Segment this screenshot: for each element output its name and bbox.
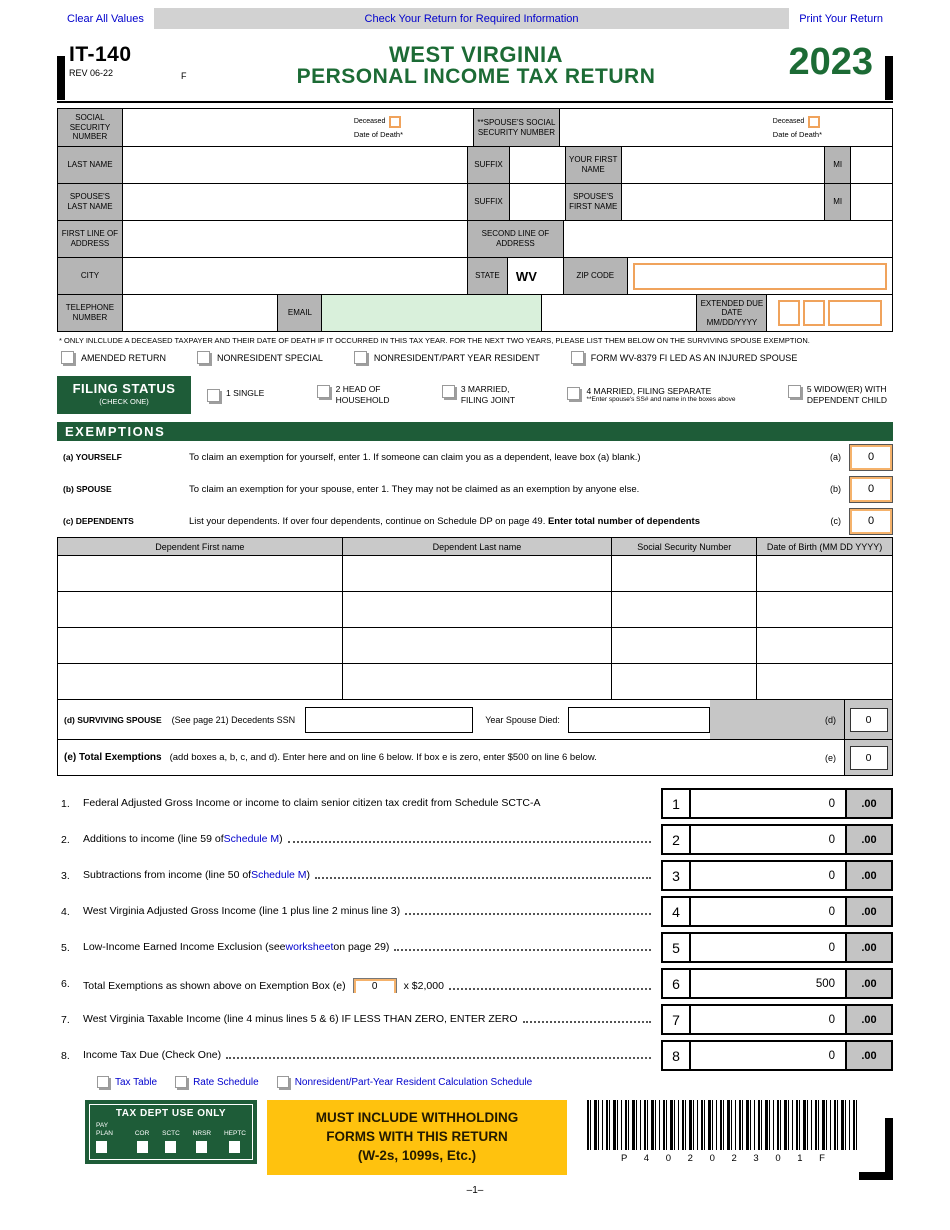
cents-cell: .00 [845, 824, 893, 855]
first-name-label: YOUR FIRST NAME [565, 147, 621, 183]
extended-due-date-cell [766, 295, 892, 331]
address2-input[interactable] [563, 221, 892, 257]
cents-cell: .00 [845, 788, 893, 819]
line-text: Low-Income Earned Income Exclusion (see [83, 941, 286, 954]
option-label2: DEPENDENT CHILD [806, 395, 887, 405]
email-input[interactable] [321, 295, 540, 331]
year-spouse-died-label: Year Spouse Died: [485, 714, 560, 725]
col-header-ssn: Social Security Number [612, 538, 757, 556]
cents-cell: .00 [845, 1040, 893, 1071]
nonresident-special-checkbox[interactable] [197, 351, 210, 364]
line-number: 3. [61, 869, 70, 882]
surviving-spouse-row [57, 700, 893, 740]
line-4-amount-input[interactable] [689, 896, 847, 927]
line-text: Total Exemptions as shown above on Exemption Box (e) [83, 979, 346, 992]
line-box-number: 1 [661, 788, 691, 819]
injured-spouse-label: FORM WV-8379 FI LED AS AN INJURED SPOUSE [590, 352, 798, 363]
schedule-m-link[interactable]: Schedule M [251, 869, 307, 882]
contact-spacer [541, 295, 697, 331]
cents-cell: .00 [845, 860, 893, 891]
dependents-exemption-input[interactable]: 0 [849, 508, 893, 535]
line-text: Subtractions from income (line 50 of [83, 869, 252, 882]
option-label: 3 MARRIED, [460, 384, 510, 395]
line-number: 2. [61, 833, 70, 846]
nonresident-part-year-option[interactable] [354, 351, 540, 364]
tax-form-page [57, 0, 893, 1196]
line-text: ) [279, 833, 283, 846]
email-label: EMAIL [277, 295, 321, 331]
dependent-dob-input[interactable] [757, 592, 893, 628]
amount-value: 0 [828, 941, 835, 954]
dotted-leader [226, 1057, 651, 1059]
filing-status-header [57, 376, 191, 414]
spouse-date-of-death-label: Date of Death* [772, 129, 822, 139]
suffix-input[interactable] [509, 147, 565, 183]
yourself-label: (a) YOURSELF [63, 452, 122, 462]
state-label: STATE [467, 258, 507, 294]
line-text: ) [306, 869, 311, 882]
filing-status-section [57, 376, 893, 414]
schedule-m-link[interactable]: Schedule M [223, 833, 280, 846]
sctc-checkbox[interactable] [165, 1141, 176, 1153]
dependents-text: List your dependents. If over four dependents, continue on Schedule DP on page 49. [189, 515, 548, 527]
exemptions-header: EXEMPTIONS [57, 422, 893, 441]
withholding-warning [267, 1100, 567, 1175]
col-header-first-name: Dependent First name [58, 538, 343, 556]
dependent-last-name-input[interactable] [342, 556, 612, 592]
dependents-tag: (c) [830, 516, 841, 526]
surviving-spouse-see: (See page 21) Decedents SSN [171, 714, 296, 725]
city-row [58, 257, 892, 294]
married-separate-checkbox[interactable] [567, 387, 580, 400]
spouse-last-name-input[interactable] [122, 184, 467, 220]
filing-option-married-separate[interactable] [567, 386, 735, 405]
dependents-label: (c) DEPENDENTS [63, 516, 134, 526]
last-name-input[interactable] [122, 147, 467, 183]
filing-option-married-joint[interactable] [442, 384, 515, 405]
spouse-suffix-label: SUFFIX [467, 184, 509, 220]
line-1 [57, 788, 893, 819]
spouse-deceased-label: Deceased [772, 118, 805, 126]
col-header-dob: Date of Birth (MM DD YYYY) [757, 538, 893, 556]
return-type-row [61, 351, 893, 364]
form-footer [57, 1100, 893, 1175]
barcode [587, 1100, 859, 1150]
city-input[interactable] [122, 258, 467, 294]
extended-month-input[interactable] [778, 300, 800, 326]
spouse-ssn-input[interactable] [559, 109, 892, 146]
dependent-dob-input[interactable] [757, 664, 893, 700]
dependent-row [58, 592, 893, 628]
nrsr-checkbox[interactable] [196, 1141, 207, 1153]
yourself-text: To claim an exemption for yourself, enter 1. If someone can claim you as a dependent, leave box (a) blank.) [189, 451, 641, 463]
spouse-tag: (b) [830, 484, 841, 494]
phone-input[interactable] [122, 295, 278, 331]
decedent-ssn-input[interactable] [305, 707, 473, 733]
spouse-ssn-label: **SPOUSE'S SOCIAL SECURITY NUMBER [473, 109, 559, 146]
cents-cell: .00 [845, 1004, 893, 1035]
print-return-button[interactable]: Print Your Return [789, 8, 893, 29]
option-label: 2 HEAD OF [335, 384, 381, 395]
year-spouse-died-input[interactable] [568, 707, 710, 733]
married-joint-checkbox[interactable] [442, 385, 455, 398]
line-number: 7. [61, 1013, 70, 1026]
line-8 [57, 1040, 893, 1071]
spouse-exemption-input[interactable]: 0 [849, 476, 893, 503]
surviving-spouse-label: (d) SURVIVING SPOUSE [64, 714, 162, 725]
city-label: CITY [58, 258, 122, 294]
warning-line: FORMS WITH THIS RETURN [326, 1128, 508, 1144]
dependent-row [58, 556, 893, 592]
option-label: 4 MARRIED, FILING SEPARATE [586, 385, 712, 396]
form-title-state: WEST VIRGINIA [389, 42, 563, 67]
dependent-ssn-input[interactable] [612, 556, 757, 592]
spouse-label: (b) SPOUSE [63, 484, 112, 494]
filing-option-head-of-household[interactable] [317, 384, 390, 405]
ssn-input[interactable] [122, 109, 473, 146]
filing-option-single[interactable] [207, 388, 264, 402]
dependent-last-name-input[interactable] [342, 592, 612, 628]
dependent-last-name-input[interactable] [342, 628, 612, 664]
tax-table-checkbox[interactable] [97, 1076, 109, 1088]
extended-day-input[interactable] [803, 300, 825, 326]
line-box-number: 6 [661, 968, 691, 999]
filing-status-title: FILING STATUS [72, 381, 176, 396]
mi-label: MI [824, 147, 850, 183]
filing-status-subtitle: (CHECK ONE) [99, 397, 149, 406]
deceased-label: Deceased [353, 118, 386, 126]
deceased-checkbox[interactable] [389, 116, 401, 128]
line-text: on page 29) [333, 941, 390, 954]
contact-row [58, 294, 892, 331]
nonresident-special-label: NONRESIDENT SPECIAL [217, 352, 323, 363]
yourself-exemption-input[interactable]: 0 [849, 444, 893, 471]
amount-value: 0 [828, 1049, 835, 1062]
option-label: 1 SINGLE [226, 388, 265, 398]
line-2-amount-input[interactable] [689, 824, 847, 855]
tax-dept-box [85, 1100, 257, 1164]
toolbar-center-bar [154, 8, 789, 29]
last-name-label: LAST NAME [58, 147, 122, 183]
line-text: Additions to income (line 59 of [83, 833, 224, 846]
col-header-last-name: Dependent Last name [342, 538, 612, 556]
line-3-amount-input[interactable] [689, 860, 847, 891]
line-7 [57, 1004, 893, 1035]
cor-label: COR [134, 1129, 150, 1137]
line-box-number: 2 [661, 824, 691, 855]
first-name-input[interactable] [621, 147, 825, 183]
cents-cell: .00 [845, 968, 893, 999]
line-text: West Virginia Taxable Income (line 4 minus lines 5 & 6) IF LESS THAN ZERO, ENTER ZERO [83, 1013, 518, 1026]
form-revision: REV 06-22 [69, 68, 114, 78]
heptc-checkbox[interactable] [229, 1141, 240, 1153]
spouse-text: To claim an exemption for your spouse, enter 1. They may not be claimed as an exemption by anyone else. [189, 483, 640, 495]
amended-return-label: AMENDED RETURN [81, 352, 167, 363]
form-title-name: PERSONAL INCOME TAX RETURN [296, 65, 656, 89]
spouse-name-row [58, 183, 892, 220]
spouse-first-name-label: SPOUSE'S FIRST NAME [565, 184, 621, 220]
dependents-table [57, 537, 893, 700]
tax-dept-title: TAX DEPT USE ONLY [115, 1108, 227, 1119]
rate-schedule-option[interactable] [175, 1076, 259, 1088]
check-return-button[interactable]: Check Your Return for Required Information [355, 10, 589, 28]
dotted-leader [449, 988, 651, 990]
pay-plan-label: PAY PLAN [96, 1122, 113, 1137]
nonresident-part-year-checkbox[interactable] [354, 351, 367, 364]
option-label2: HOUSEHOLD [335, 395, 390, 405]
yourself-tag: (a) [830, 452, 841, 462]
deceased-note: * ONLY INLCLUDE A DECEASED TAXPAYER AND THEIR DATE OF DEATH IF IT OCCURRED IN THIS TAX YEAR. FOR THE NEXT TWO YEARS, PLEASE LIST THEM BELOW ON THE SURVIVING SPOUSE EXEMPTION. [59, 336, 810, 345]
line-box-number: 4 [661, 896, 691, 927]
line-box-number: 3 [661, 860, 691, 891]
exemption-spouse-row [57, 473, 893, 505]
line-number: 4. [61, 905, 70, 918]
line-box-number: 5 [661, 932, 691, 963]
dependent-last-name-input[interactable] [342, 664, 612, 700]
name-row [58, 146, 892, 183]
nrsr-label: NRSR [192, 1129, 212, 1137]
total-exemptions-label: (e) Total Exemptions [64, 752, 162, 763]
page-number: –1– [466, 1184, 484, 1196]
dotted-leader [523, 1021, 651, 1023]
spouse-suffix-input[interactable] [509, 184, 565, 220]
ssn-row [58, 109, 892, 146]
line-number: 1. [61, 797, 70, 810]
line-text: West Virginia Adjusted Gross Income (line 1 plus line 2 minus line 3) [83, 905, 401, 918]
line-6 [57, 968, 893, 999]
amount-value: 0 [828, 1013, 835, 1026]
dotted-leader [288, 841, 651, 843]
cents-cell: .00 [845, 896, 893, 927]
surviving-exemption-input[interactable]: 0 [850, 708, 888, 732]
spouse-mi-label: MI [824, 184, 850, 220]
form-header [57, 41, 893, 103]
nonresident-calc-checkbox[interactable] [277, 1076, 289, 1088]
worksheet-link[interactable]: worksheet [285, 941, 334, 954]
surviving-tag: (d) [825, 714, 836, 725]
spouse-first-name-input[interactable] [621, 184, 825, 220]
extended-due-date-label: EXTENDED DUE DATE MM/DD/YYYY [696, 295, 766, 331]
dependents-text-bold: Enter total number of dependents [547, 515, 700, 527]
option-note: **Enter spouse's SS# and name in the boxes above [586, 396, 736, 404]
heptc-label: HEPTC [223, 1129, 246, 1137]
warning-line: MUST INCLUDE WITHHOLDING [315, 1110, 519, 1125]
ssn-label: SOCIAL SECURITY NUMBER [58, 109, 122, 146]
total-exemptions-input[interactable]: 0 [850, 746, 888, 770]
nonresident-special-option[interactable] [197, 351, 323, 364]
dependent-ssn-input[interactable] [612, 628, 757, 664]
single-checkbox[interactable] [207, 389, 220, 402]
spouse-mi-input[interactable] [850, 184, 892, 220]
identity-table [57, 108, 893, 332]
cor-checkbox[interactable] [137, 1141, 148, 1153]
dependent-ssn-input[interactable] [612, 592, 757, 628]
line-text: Income Tax Due (Check One) [83, 1049, 222, 1062]
total-exemptions-text: (add boxes a, b, c, and d). Enter here and on line 6 below. If box e is zero, enter $500 on line 6 below. [169, 752, 597, 763]
amount-value: 0 [828, 869, 835, 882]
line-box-number: 7 [661, 1004, 691, 1035]
tax-year: 2023 [788, 41, 873, 83]
address1-label: FIRST LINE OF ADDRESS [58, 221, 122, 257]
line-1-amount-input[interactable] [689, 788, 847, 819]
total-exemptions-tag: (e) [825, 752, 836, 763]
dependent-first-name-input[interactable] [58, 664, 343, 700]
injured-spouse-checkbox[interactable] [571, 351, 584, 364]
amount-value: 0 [828, 833, 835, 846]
line-7-amount-input[interactable] [689, 1004, 847, 1035]
widower-checkbox[interactable] [788, 385, 801, 398]
nonresident-part-year-label: NONRESIDENT/PART YEAR RESIDENT [373, 352, 540, 363]
line-6-amount-input[interactable] [689, 968, 847, 999]
line-box-number: 8 [661, 1040, 691, 1071]
amended-return-checkbox[interactable] [61, 351, 74, 364]
state-input[interactable]: WV [507, 258, 563, 294]
dependent-row [58, 664, 893, 700]
zip-label: ZIP CODE [563, 258, 627, 294]
sctc-label: SCTC [162, 1129, 180, 1137]
cents-cell: .00 [845, 932, 893, 963]
exemption-dependents-row [57, 505, 893, 537]
line-text: Federal Adjusted Gross Income or income to claim senior citizen tax credit from Schedule SCTC-A [83, 797, 541, 810]
line-5-amount-input[interactable] [689, 932, 847, 963]
line-number: 5. [61, 941, 70, 954]
option-label2: FILING JOINT [460, 395, 516, 405]
nonresident-calc-option[interactable] [277, 1076, 533, 1088]
spouse-last-name-label: SPOUSE'S LAST NAME [58, 184, 122, 220]
phone-label: TELEPHONE NUMBER [58, 295, 122, 331]
suffix-label: SUFFIX [467, 147, 509, 183]
barcode-text: P 4 0 2 0 2 3 0 1 F [621, 1153, 832, 1164]
line-8-amount-input[interactable] [689, 1040, 847, 1071]
zip-input[interactable] [633, 263, 887, 290]
head-of-household-checkbox[interactable] [317, 385, 330, 398]
warning-line: (W-2s, 1099s, Etc.) [357, 1147, 477, 1163]
amended-return-option[interactable] [61, 351, 166, 364]
clear-all-values-button[interactable]: Clear All Values [57, 8, 154, 29]
address2-label: SECOND LINE OF ADDRESS [467, 221, 563, 257]
dependent-row [58, 628, 893, 664]
extended-year-input[interactable] [828, 300, 882, 326]
line-text: x $2,000 [403, 979, 444, 992]
line-number: 8. [61, 1049, 70, 1062]
income-lines [57, 788, 893, 1088]
filing-option-widower[interactable] [788, 384, 887, 405]
total-exemptions-row [57, 740, 893, 776]
tax-table-option[interactable] [97, 1076, 157, 1088]
mi-input[interactable] [850, 147, 892, 183]
rate-schedule-link[interactable]: Rate Schedule [193, 1076, 259, 1088]
dependent-first-name-input[interactable] [58, 592, 343, 628]
line-4 [57, 896, 893, 927]
app-toolbar [57, 8, 893, 29]
date-of-death-label: Date of Death* [353, 129, 404, 139]
dependent-dob-input[interactable] [757, 556, 893, 592]
dotted-leader [405, 913, 651, 915]
zip-cell [627, 258, 892, 294]
line-3 [57, 860, 893, 891]
rate-schedule-checkbox[interactable] [175, 1076, 187, 1088]
dependent-dob-input[interactable] [757, 628, 893, 664]
dependent-ssn-input[interactable] [612, 664, 757, 700]
dotted-leader [394, 949, 651, 951]
address1-input[interactable] [122, 221, 467, 257]
amount-value: 0 [828, 797, 835, 810]
option-label: 5 WIDOW(ER) WITH [806, 384, 887, 395]
exemption-yourself-row [57, 441, 893, 473]
line-5 [57, 932, 893, 963]
amount-value: 0 [828, 905, 835, 918]
spouse-deceased-checkbox[interactable] [808, 116, 820, 128]
dependent-first-name-input[interactable] [58, 628, 343, 664]
line-number: 6. [61, 977, 70, 990]
tax-method-options [97, 1076, 893, 1088]
nonresident-calc-link[interactable]: Nonresident/Part-Year Resident Calculation Schedule [294, 1076, 533, 1088]
pay-plan-checkbox[interactable] [96, 1141, 107, 1153]
injured-spouse-option[interactable] [571, 351, 798, 364]
dotted-leader [315, 877, 651, 879]
exemption-count-input[interactable]: 0 [353, 978, 397, 993]
form-flag: F [181, 71, 187, 81]
form-id: IT-140 [69, 43, 132, 66]
barcode-block [587, 1100, 859, 1164]
tax-table-link[interactable]: Tax Table [115, 1076, 158, 1088]
line-2 [57, 824, 893, 855]
amount-value: 500 [815, 977, 835, 990]
dependent-first-name-input[interactable] [58, 556, 343, 592]
address-row [58, 220, 892, 257]
